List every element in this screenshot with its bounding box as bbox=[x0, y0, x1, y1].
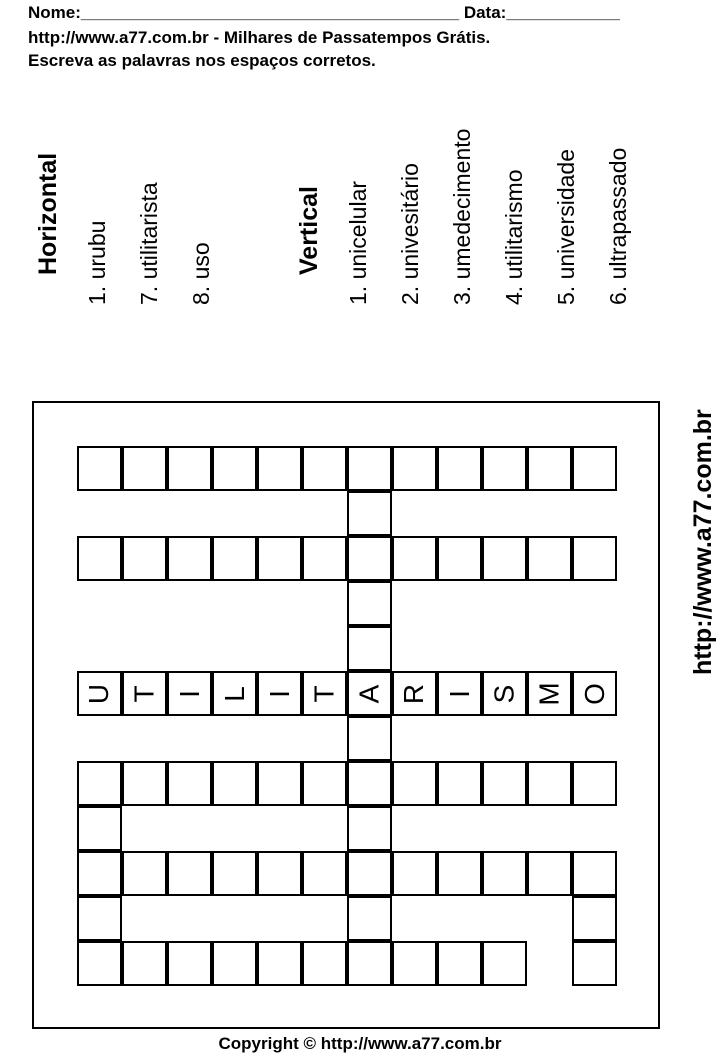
horizontal-clue-1: 1. urubu bbox=[84, 220, 110, 305]
grid-cell[interactable] bbox=[212, 446, 257, 491]
grid-cell[interactable] bbox=[437, 446, 482, 491]
grid-cell[interactable] bbox=[392, 446, 437, 491]
vertical-title: Vertical bbox=[295, 186, 323, 275]
given-letter: I bbox=[443, 689, 475, 698]
given-letter: O bbox=[578, 682, 610, 705]
grid-cell[interactable] bbox=[572, 446, 617, 491]
given-letter: S bbox=[488, 684, 520, 703]
grid-cell[interactable] bbox=[572, 941, 617, 986]
grid-cell[interactable] bbox=[122, 851, 167, 896]
grid-cell[interactable] bbox=[347, 941, 392, 986]
grid-cell[interactable] bbox=[347, 626, 392, 671]
grid-cell[interactable] bbox=[122, 446, 167, 491]
grid-cell[interactable] bbox=[392, 536, 437, 581]
grid-cell[interactable] bbox=[257, 851, 302, 896]
grid-cell[interactable] bbox=[527, 851, 572, 896]
grid-cell[interactable] bbox=[437, 851, 482, 896]
grid-cell[interactable] bbox=[302, 446, 347, 491]
vertical-clue-3: 3. umedecimento bbox=[449, 128, 475, 305]
date-label: Data: bbox=[463, 3, 507, 22]
grid-cell[interactable] bbox=[212, 536, 257, 581]
grid-cell[interactable] bbox=[347, 761, 392, 806]
grid-cell[interactable] bbox=[77, 671, 122, 716]
grid-cell[interactable] bbox=[167, 536, 212, 581]
grid-cell[interactable] bbox=[257, 446, 302, 491]
given-letter: I bbox=[173, 689, 205, 698]
grid-cell[interactable] bbox=[257, 536, 302, 581]
grid-cell[interactable] bbox=[77, 536, 122, 581]
grid-cell[interactable] bbox=[302, 941, 347, 986]
grid-cell[interactable] bbox=[347, 716, 392, 761]
grid-cell[interactable] bbox=[302, 671, 347, 716]
given-letter: I bbox=[263, 689, 295, 698]
grid-cell[interactable] bbox=[167, 851, 212, 896]
grid-cell[interactable] bbox=[392, 851, 437, 896]
grid-cell[interactable] bbox=[77, 941, 122, 986]
grid-cell[interactable] bbox=[167, 446, 212, 491]
given-letter: L bbox=[218, 685, 250, 702]
name-date-line bbox=[28, 3, 620, 23]
grid-cell[interactable] bbox=[122, 536, 167, 581]
grid-cell[interactable] bbox=[347, 851, 392, 896]
vertical-clue-1: 1. unicelular bbox=[345, 180, 371, 305]
grid-cell[interactable] bbox=[347, 806, 392, 851]
grid-cell[interactable] bbox=[437, 761, 482, 806]
grid-cell[interactable] bbox=[212, 761, 257, 806]
grid-cell[interactable] bbox=[572, 536, 617, 581]
grid-cell[interactable] bbox=[77, 896, 122, 941]
grid-cell[interactable] bbox=[392, 941, 437, 986]
grid-cell[interactable] bbox=[527, 536, 572, 581]
grid-cell[interactable] bbox=[527, 761, 572, 806]
given-letter: M bbox=[533, 681, 565, 706]
grid-cell[interactable] bbox=[482, 671, 527, 716]
vertical-clue-2: 2. univesitário bbox=[397, 163, 423, 305]
grid-cell[interactable] bbox=[482, 941, 527, 986]
grid-cell[interactable] bbox=[212, 851, 257, 896]
grid-cell[interactable] bbox=[482, 851, 527, 896]
side-url: http://www.a77.com.br bbox=[689, 409, 717, 675]
given-letter: R bbox=[398, 683, 430, 704]
grid-cell[interactable] bbox=[392, 671, 437, 716]
grid-cell[interactable] bbox=[572, 851, 617, 896]
site-line: http://www.a77.com.br - Milhares de Passatempos Grátis. bbox=[28, 28, 491, 47]
grid-cell[interactable] bbox=[347, 536, 392, 581]
grid-cell[interactable] bbox=[347, 581, 392, 626]
horizontal-title: Horizontal bbox=[34, 152, 62, 275]
given-letter: T bbox=[128, 684, 160, 703]
grid-cell[interactable] bbox=[437, 941, 482, 986]
grid-cell[interactable] bbox=[437, 536, 482, 581]
given-letter: T bbox=[308, 684, 340, 703]
grid-cell[interactable] bbox=[167, 761, 212, 806]
grid-cell[interactable] bbox=[572, 671, 617, 716]
grid-cell[interactable] bbox=[302, 851, 347, 896]
grid-cell[interactable] bbox=[257, 941, 302, 986]
vertical-clue-6: 6. ultrapassado bbox=[605, 147, 631, 305]
grid-cell[interactable] bbox=[572, 761, 617, 806]
grid-cell[interactable] bbox=[392, 761, 437, 806]
vertical-clue-5: 5. universidade bbox=[553, 149, 579, 305]
grid-cell[interactable] bbox=[122, 761, 167, 806]
grid-cell[interactable] bbox=[212, 671, 257, 716]
grid-cell[interactable] bbox=[347, 896, 392, 941]
grid-cell[interactable] bbox=[77, 851, 122, 896]
grid-cell[interactable] bbox=[122, 671, 167, 716]
grid-cell[interactable] bbox=[77, 761, 122, 806]
grid-cell[interactable] bbox=[347, 671, 392, 716]
name-field[interactable]: ________________________________________ bbox=[80, 3, 460, 22]
instruction-text: Escreva as palavras nos espaços corretos. bbox=[28, 51, 376, 70]
grid-cell[interactable] bbox=[122, 941, 167, 986]
grid-cell[interactable] bbox=[437, 671, 482, 716]
copyright-footer: Copyright © http://www.a77.com.br bbox=[218, 1034, 502, 1053]
grid-cell[interactable] bbox=[527, 671, 572, 716]
grid-cell[interactable] bbox=[77, 806, 122, 851]
grid-cell[interactable] bbox=[572, 896, 617, 941]
grid-cell[interactable] bbox=[167, 671, 212, 716]
date-field[interactable]: ____________ bbox=[506, 3, 620, 22]
grid-cell[interactable] bbox=[347, 491, 392, 536]
grid-cell[interactable] bbox=[347, 446, 392, 491]
grid-cell[interactable] bbox=[257, 761, 302, 806]
name-label: Nome: bbox=[28, 3, 81, 22]
given-letter: A bbox=[353, 684, 385, 703]
grid-cell[interactable] bbox=[482, 761, 527, 806]
grid-cell[interactable] bbox=[302, 761, 347, 806]
horizontal-clue-8: 8. uso bbox=[188, 242, 214, 305]
grid-cell[interactable] bbox=[527, 446, 572, 491]
grid-cell[interactable] bbox=[77, 446, 122, 491]
grid-cell[interactable] bbox=[167, 941, 212, 986]
grid-cell[interactable] bbox=[257, 671, 302, 716]
grid-cell[interactable] bbox=[482, 536, 527, 581]
horizontal-clue-7: 7. utilitarista bbox=[136, 182, 162, 305]
given-letter: U bbox=[83, 683, 115, 704]
grid-cell[interactable] bbox=[212, 941, 257, 986]
grid-cell[interactable] bbox=[302, 536, 347, 581]
grid-cell[interactable] bbox=[482, 446, 527, 491]
vertical-clue-4: 4. utilitarismo bbox=[501, 169, 527, 305]
